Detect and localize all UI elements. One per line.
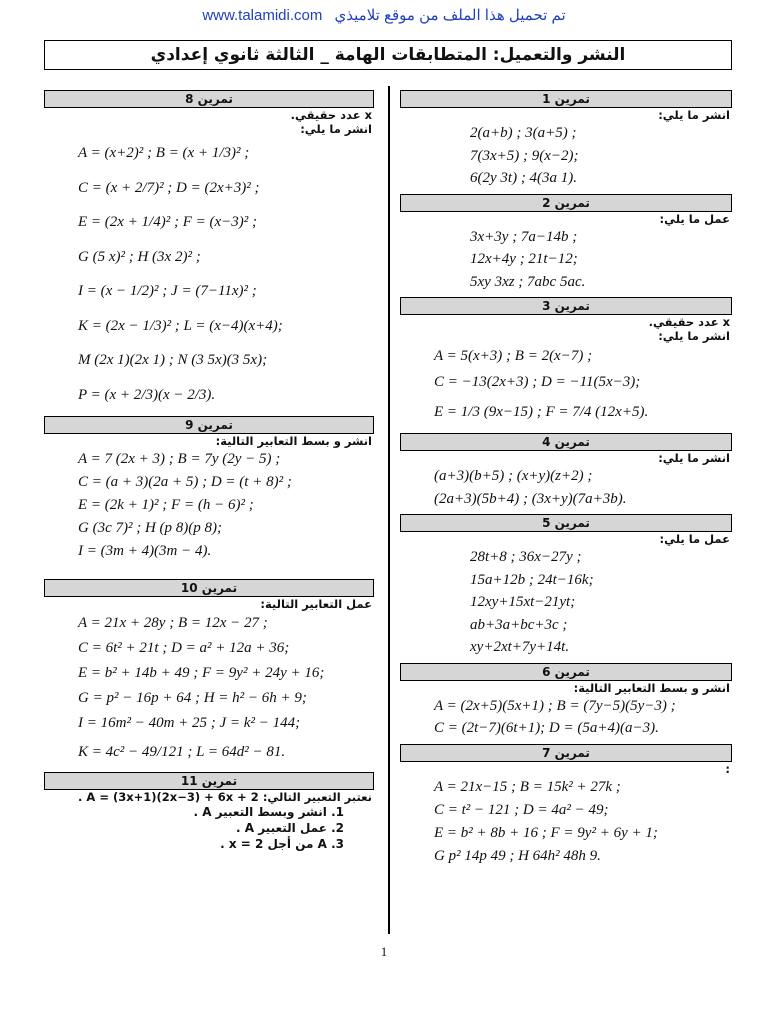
expression-line: 12xy+15xt−21yt;: [470, 594, 576, 610]
expression-line: C = (2t−7)(6t+1); D = (5a+4)(a−3).: [434, 720, 659, 736]
exercise-instruction: عمل ما يلي:: [659, 532, 730, 546]
exercise-label: تمرين 11: [44, 772, 374, 790]
exercise-label: تمرين 9: [44, 416, 374, 434]
exercise-label: تمرين 4: [400, 433, 732, 451]
exercise-instruction: x عدد حقيقي.: [290, 108, 372, 122]
exercise-label: تمرين 7: [400, 744, 732, 762]
expression-line: C = (x + 2/7)² ; D = (2x+3)² ;: [78, 179, 260, 196]
expression-line: G (5 x)² ; H (3x 2)² ;: [78, 248, 201, 265]
expression-line: I = 16m² − 40m + 25 ; J = k² − 144;: [78, 715, 301, 731]
exercise-instruction: انشر ما يلي:: [658, 329, 730, 343]
expression-line: P = (x + 2/3)(x − 2/3).: [78, 386, 216, 403]
expression-line: 2(a+b) ; 3(a+5) ;: [470, 125, 577, 141]
exercise-label: تمرين 6: [400, 663, 732, 681]
expression-line: (a+3)(b+5) ; (x+y)(z+2) ;: [434, 468, 593, 484]
expression-line: 28t+8 ; 36x−27y ;: [470, 549, 582, 565]
expression-line: E = b² + 8b + 16 ; F = 9y² + 6y + 1;: [434, 824, 658, 841]
question-item: 2. عمل التعبير A .: [235, 821, 344, 835]
expression-line: E = (2k + 1)² ; F = (h − 6)² ;: [78, 497, 254, 513]
expression-line: A = 21x−15 ; B = 15k² + 27k ;: [434, 778, 621, 795]
expression-line: A = 5(x+3) ; B = 2(x−7) ;: [434, 348, 593, 364]
expression-line: I = (3m + 4)(3m − 4).: [78, 543, 212, 559]
expression-line: E = b² + 14b + 49 ; F = 9y² + 24y + 16;: [78, 665, 325, 681]
expression-line: C = 6t² + 21t ; D = a² + 12a + 36;: [78, 640, 290, 656]
exercise-label: تمرين 10: [44, 579, 374, 597]
expression-line: 7(3x+5) ; 9(x−2);: [470, 147, 579, 164]
exercise-block: [400, 514, 732, 663]
expression-line: K = (2x − 1/3)² ; L = (x−4)(x+4);: [78, 317, 283, 334]
exercise-label: تمرين 2: [400, 194, 732, 212]
exercise-block: [400, 744, 732, 872]
exercise-instruction: عمل التعابير التالية:: [260, 597, 372, 611]
expression-line: C = (a + 3)(2a + 5) ; D = (t + 8)² ;: [78, 474, 292, 490]
expression-line: A = 7 (2x + 3) ; B = 7y (2y − 5) ;: [78, 451, 281, 467]
expression-line: A = (2x+5)(5x+1) ; B = (7y−5)(5y−3) ;: [434, 697, 676, 714]
expression-line: C = −13(2x+3) ; D = −11(5x−3);: [434, 374, 641, 390]
expression-line: (2a+3)(5b+4) ; (3x+y)(7a+3b).: [434, 490, 627, 507]
expression-line: I = (x − 1/2)² ; J = (7−11x)² ;: [78, 283, 257, 299]
exercise-instruction: انشر و بسط التعابير التالية:: [215, 434, 372, 448]
expression-line: G (3c 7)² ; H (p 8)(p 8);: [78, 520, 223, 536]
exercise-block: [400, 297, 732, 433]
exercise-block: [44, 772, 374, 856]
exercise-block: [400, 194, 732, 298]
page-title: النشر والتعميل: المتطابقات الهامة _ الثالثة ثانوي إعدادي: [44, 40, 732, 70]
question-item: 3. A من أجل x = 2 .: [220, 837, 344, 851]
left-column: [44, 90, 374, 856]
expression-line: ab+3a+bc+3c ;: [470, 616, 568, 633]
question-item: 1. انشر وبسط التعبير A .: [193, 805, 344, 819]
exercise-block: [400, 433, 732, 514]
expression-line: 15a+12b ; 24t−16k;: [470, 571, 594, 588]
exercise-block: [44, 416, 374, 567]
page-number: 1: [380, 944, 388, 959]
exercise-block: [400, 90, 732, 194]
expression-line: 6(2y 3t) ; 4(3a 1).: [470, 170, 578, 186]
exercise-instruction: نعتبر التعبير التالي: A = (3x+1)(2x−3) + 6x + 2 .: [78, 790, 372, 804]
expression-line: xy+2xt+7y+14t.: [470, 639, 570, 655]
exercise-block: [44, 90, 374, 416]
exercise-instruction: انشر ما يلي:: [300, 122, 372, 136]
exercise-instruction: عمل ما يلي:: [659, 211, 730, 226]
expression-line: 12x+4y ; 21t−12;: [470, 251, 578, 267]
exercise-label: تمرين 3: [400, 297, 732, 315]
expression-line: G p² 14p 49 ; H 64h² 48h 9.: [434, 847, 601, 864]
column-divider: [388, 86, 390, 934]
site-url-link[interactable]: www.talamidi.com: [202, 7, 323, 24]
exercise-label: تمرين 5: [400, 514, 732, 532]
expression-line: E = 1/3 (9x−15) ; F = 7/4 (12x+5).: [434, 404, 649, 420]
download-note: [0, 6, 768, 24]
expression-line: 5xy 3xz ; 7abc 5ac.: [470, 273, 586, 290]
exercise-instruction: x عدد حقيقي.: [648, 315, 730, 329]
exercise-instruction: انشر ما يلي:: [658, 108, 730, 122]
expression-line: E = (2x + 1/4)² ; F = (x−3)² ;: [78, 214, 258, 230]
exercise-block: [400, 663, 732, 744]
exercise-instruction: انشر ما يلي:: [658, 451, 730, 465]
expression-line: M (2x 1)(2x 1) ; N (3 5x)(3 5x);: [78, 352, 268, 368]
expression-line: C = t² − 121 ; D = 4a² − 49;: [434, 801, 609, 818]
expression-line: K = 4c² − 49/121 ; L = 64d² − 81.: [78, 744, 286, 760]
exercise-instruction: :: [725, 761, 730, 776]
expression-line: A = 21x + 28y ; B = 12x − 27 ;: [78, 615, 268, 631]
expression-line: A = (x+2)² ; B = (x + 1/3)² ;: [78, 145, 250, 161]
exercise-label: تمرين 1: [400, 90, 732, 108]
expression-line: 3x+3y ; 7a−14b ;: [470, 228, 578, 245]
right-column: [400, 90, 732, 872]
expression-line: G = p² − 16p + 64 ; H = h² − 6h + 9;: [78, 690, 307, 706]
exercise-instruction: انشر و بسط التعابير التالية:: [573, 680, 730, 695]
download-note-text: تم تحميل هذا الملف من موقع تلاميذي: [334, 7, 566, 24]
exercise-label: تمرين 8: [44, 90, 374, 108]
exercise-block: [44, 579, 374, 772]
